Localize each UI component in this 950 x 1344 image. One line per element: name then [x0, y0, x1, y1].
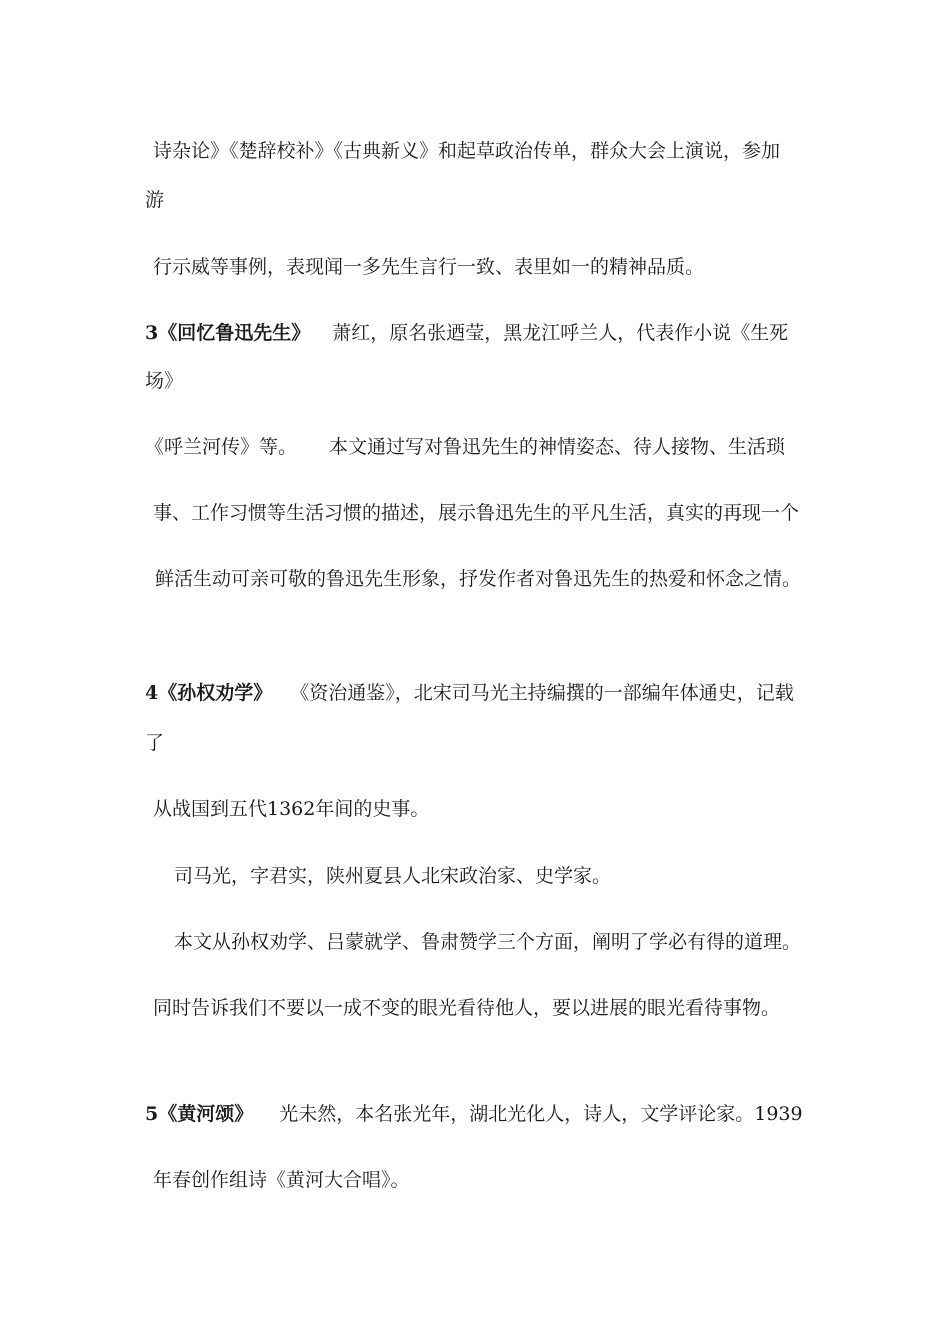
section-3-line	[145, 320, 788, 346]
section-3-heading: 3《回忆鲁迅先生》	[145, 322, 311, 344]
text-line: 鲜活生动可亲可敬的鲁迅先生形象，抒发作者对鲁迅先生的热爱和怀念之情。	[155, 568, 802, 590]
text-segment: 《资治通鉴》，北宋司马光主持编撰的一部编年体通史，记载	[290, 682, 794, 704]
text-segment: 萧红，原名张迺莹，黑龙江呼兰人，代表作小说《生死	[332, 322, 789, 344]
section-4-heading: 4《孙权劝学》	[145, 682, 273, 704]
section-5-heading: 5《黄河颂》	[145, 1103, 254, 1125]
text-line: 本文从孙权劝学、吕蒙就学、鲁肃赞学三个方面，阐明了学必有得的道理。	[174, 931, 802, 953]
text-line	[145, 434, 785, 460]
text-line: 从战国到五代1362年间的史事。	[153, 798, 430, 820]
section-5-line	[145, 1101, 803, 1127]
text-line: 场》	[145, 370, 184, 392]
text-line: 行示威等事例，表现闻一多先生言行一致、表里如一的精神品质。	[153, 256, 705, 278]
text-line: 诗杂论》《楚辞校补》《古典新义》和起草政治传单，群众大会上演说，参加	[153, 140, 781, 162]
text-line: 司马光，字君实，陕州夏县人北宋政治家、史学家。	[174, 865, 612, 887]
text-line: 了	[145, 732, 165, 754]
section-4-line	[145, 680, 794, 706]
text-line: 同时告诉我们不要以一成不变的眼光看待他人，要以进展的眼光看待事物。	[153, 997, 781, 1019]
text-segment: 《呼兰河传》等。	[145, 436, 298, 458]
text-line: 年春创作组诗《黄河大合唱》。	[153, 1169, 410, 1191]
text-segment: 光未然，本名张光年，湖北光化人，诗人，文学评论家。1939	[279, 1103, 803, 1125]
text-line: 游	[145, 189, 165, 211]
text-line: 事、工作习惯等生活习惯的描述，展示鲁迅先生的平凡生活，真实的再现一个	[153, 502, 800, 524]
text-segment: 本文通过写对鲁迅先生的神情姿态、待人接物、生活琐	[329, 436, 786, 458]
